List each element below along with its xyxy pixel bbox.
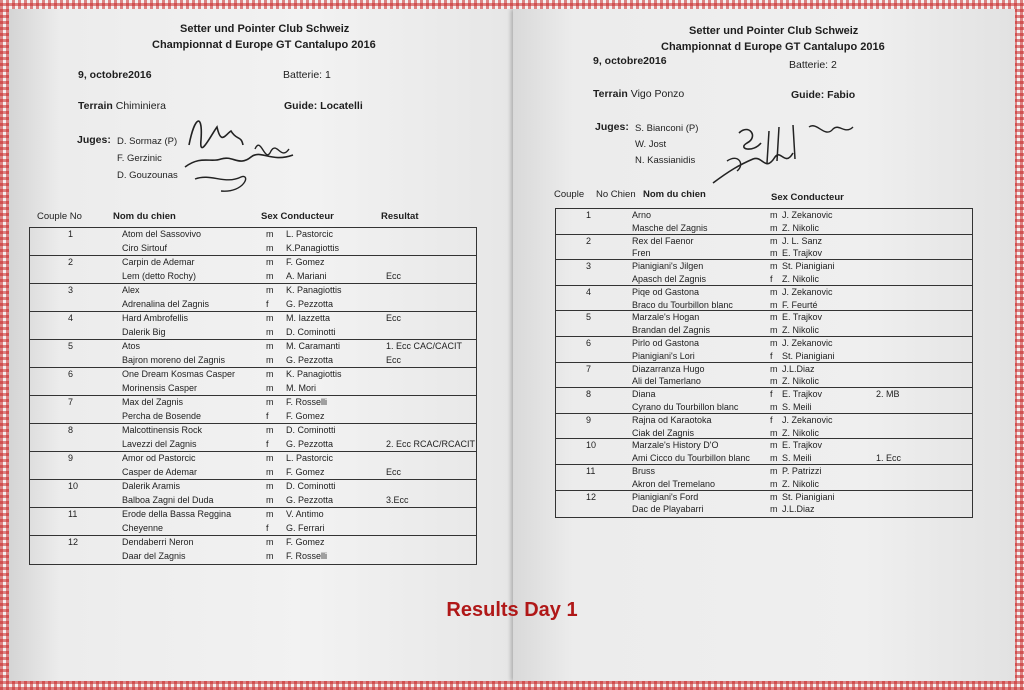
dog-handler: J.L.Diaz — [782, 363, 815, 374]
judges-label: Juges: — [595, 121, 629, 133]
guide-label: Guide: Locatelli — [284, 100, 363, 112]
dog-name: Apasch del Zagnis — [632, 274, 707, 284]
dog-name: Carpin de Ademar — [122, 257, 195, 267]
couple-number: 7 — [68, 397, 74, 407]
dog-name: Diana — [632, 389, 656, 400]
judge-1: D. Sormaz (P) — [117, 136, 178, 147]
dog-handler: Z. Nikolic — [782, 222, 820, 233]
header-name: Nom du chien — [643, 189, 706, 200]
dog-name: Piqe od Gastona — [632, 286, 700, 297]
dog-handler: Z. Nikolic — [782, 478, 820, 489]
dog-result: 1. Ecc — [876, 453, 902, 464]
dog-name: Adrenalina del Zagnis — [122, 299, 210, 309]
couple-divider — [556, 490, 972, 491]
sheet-subtitle: Championnat d Europe GT Cantalupo 2016 — [661, 41, 885, 53]
couple-number: 3 — [586, 261, 592, 272]
judges-signature — [181, 105, 301, 195]
dog-handler: F. Gomez — [286, 467, 325, 477]
dog-sex: m — [266, 425, 274, 435]
couple-divider — [30, 283, 476, 284]
dog-name: Pianigiani's Ford — [632, 491, 699, 502]
dog-sex: m — [770, 376, 778, 387]
dog-handler: F. Rosselli — [286, 397, 328, 407]
dog-handler: K. Panagiottis — [286, 369, 342, 379]
dog-sex: m — [770, 286, 778, 297]
dog-sex: m — [266, 551, 274, 561]
dog-name: Max del Zagnis — [122, 397, 184, 407]
couple-number: 4 — [586, 286, 592, 297]
dog-handler: D. Cominotti — [286, 481, 336, 491]
couple-number: 5 — [586, 312, 592, 323]
dog-result: 1. Ecc CAC/CACIT — [386, 341, 463, 351]
dog-handler: J. Zekanovic — [782, 338, 833, 348]
dog-name: Dendaberri Neron — [122, 537, 194, 547]
dog-handler: F. Gomez — [286, 537, 325, 547]
dog-handler: L. Pastorcic — [286, 453, 334, 463]
dog-handler: Z. Nikolic — [782, 325, 820, 336]
couple-number: 4 — [68, 313, 74, 323]
couple-number: 11 — [586, 466, 596, 476]
couple-divider — [30, 255, 476, 256]
dog-sex: m — [770, 453, 778, 464]
dog-sex: m — [266, 271, 274, 281]
results-caption: Results Day 1 — [446, 599, 578, 621]
dog-sex: m — [770, 299, 778, 310]
couple-number: 1 — [68, 229, 74, 239]
couple-number: 5 — [68, 341, 74, 351]
dog-sex: m — [266, 257, 274, 267]
dog-name: Ami Cicco du Tourbillon blanc — [632, 453, 750, 464]
dog-name: Alex — [122, 285, 140, 295]
dog-name: Braco du Tourbillon blanc — [632, 299, 733, 310]
dog-result: Ecc — [386, 313, 402, 323]
couple-number: 12 — [68, 537, 79, 547]
dog-sex: m — [266, 243, 274, 253]
dog-handler: St. Pianigiani — [782, 350, 835, 361]
dog-handler: Z. Nikolic — [782, 427, 820, 438]
judge-3: N. Kassianidis — [635, 155, 696, 166]
couple-divider — [30, 479, 476, 480]
header-name: Nom du chien — [113, 211, 176, 222]
dog-sex: m — [266, 313, 274, 323]
header-no-chien: No Chien — [596, 189, 636, 200]
dog-sex: f — [770, 350, 773, 361]
couple-number: 2 — [68, 257, 74, 267]
judge-3: D. Gouzounas — [117, 170, 178, 181]
dog-result: Ecc — [386, 271, 402, 281]
dog-sex: m — [770, 491, 778, 502]
couple-number: 10 — [586, 440, 597, 451]
dog-name: Lem (detto Rochy) — [122, 271, 197, 281]
dog-name: Akron del Tremelano — [632, 478, 716, 489]
dog-name: Atom del Sassovivo — [122, 229, 202, 239]
header-sex-handler: Sex Conducteur — [771, 192, 844, 203]
dog-sex: f — [266, 299, 269, 309]
terrain-line — [593, 88, 684, 100]
dog-handler: F. Gomez — [286, 257, 325, 267]
couple-number: 9 — [68, 453, 74, 463]
couple-divider — [30, 423, 476, 424]
dog-sex: f — [770, 389, 773, 400]
dog-sex: m — [266, 509, 274, 519]
couple-number: 12 — [586, 491, 597, 502]
dog-name: Morinensis Casper — [122, 383, 198, 393]
couple-divider — [556, 310, 972, 311]
couple-divider — [30, 507, 476, 508]
dog-handler: L. Pastorcic — [286, 229, 334, 239]
dog-name: Diazarranza Hugo — [632, 363, 705, 374]
dog-name: Casper de Ademar — [122, 467, 198, 477]
dog-sex: m — [770, 466, 778, 476]
dog-name: Erode della Bassa Reggina — [122, 509, 232, 519]
dog-sex: m — [770, 222, 778, 233]
dog-sex: m — [266, 355, 274, 365]
terrain-value: Vigo Ponzo — [630, 88, 685, 100]
dog-handler: G. Pezzotta — [286, 355, 334, 365]
dog-handler: St. Pianigiani — [782, 491, 835, 502]
dog-name: Bruss — [632, 466, 656, 476]
dog-result: Ecc — [386, 467, 402, 477]
dog-sex: m — [770, 235, 778, 246]
header-result: Resultat — [381, 211, 419, 222]
couple-divider — [556, 234, 972, 235]
couple-number: 2 — [586, 235, 592, 246]
dog-name: Pirlo od Gastona — [632, 338, 700, 348]
dog-name: Arno — [632, 210, 652, 220]
header-couple: Couple No — [37, 211, 82, 222]
couple-divider — [30, 451, 476, 452]
dog-handler: K. Panagiottis — [286, 285, 342, 295]
dog-name: Dalerik Aramis — [122, 481, 181, 491]
dog-handler: M. Caramanti — [286, 341, 341, 351]
dog-name: Fren — [632, 248, 651, 259]
dog-handler: E. Trajkov — [782, 440, 823, 451]
couple-divider — [556, 413, 972, 414]
dog-sex: f — [266, 411, 269, 421]
dog-name: Balboa Zagni del Duda — [122, 495, 214, 505]
dog-result: 2. MB — [876, 389, 900, 400]
dog-name: One Dream Kosmas Casper — [122, 369, 236, 379]
dog-sex: m — [266, 229, 274, 239]
dog-name: Percha de Bosende — [122, 411, 202, 421]
couple-divider — [30, 367, 476, 368]
dog-name: Masche del Zagnis — [632, 222, 708, 233]
couple-number: 10 — [68, 481, 79, 491]
dog-name: Dalerik Big — [122, 327, 166, 337]
terrain-value: Chiminiera — [115, 100, 166, 112]
dog-name: Lavezzi del Zagnis — [122, 439, 197, 449]
couple-number: 6 — [68, 369, 74, 379]
dog-result: Ecc — [386, 355, 402, 365]
results-table — [555, 208, 973, 518]
dog-handler: J.L.Diaz — [782, 504, 815, 515]
judges-signature — [709, 113, 859, 193]
dog-handler: J. Zekanovic — [782, 210, 833, 220]
dog-handler: Z. Nikolic — [782, 274, 820, 284]
result-sheet-battery-2 — [513, 9, 1015, 681]
header-sex-handler: Sex Conducteur — [261, 211, 334, 222]
dog-sex: m — [266, 383, 274, 393]
sheet-title: Setter und Pointer Club Schweiz — [689, 25, 859, 37]
dog-handler: J. Zekanovic — [782, 286, 833, 297]
dog-handler: P. Patrizzi — [782, 466, 822, 476]
dog-name: Dac de Playabarri — [632, 504, 704, 515]
sheet-date: 9, octobre2016 — [78, 69, 152, 81]
dog-sex: m — [770, 312, 778, 323]
dog-sex: m — [266, 481, 274, 491]
header-couple: Couple — [554, 189, 585, 200]
dog-name: Cyrano du Tourbillon blanc — [632, 402, 739, 412]
couple-divider — [556, 259, 972, 260]
dog-handler: D. Cominotti — [286, 327, 336, 337]
dog-handler: G. Pezzotta — [286, 439, 334, 449]
photo-frame — [9, 9, 1015, 681]
dog-handler: A. Mariani — [286, 271, 327, 281]
dog-handler: St. Pianigiani — [782, 261, 835, 272]
result-sheet-battery-1 — [9, 9, 515, 681]
dog-name: Ciro Sirtouf — [122, 243, 168, 253]
dog-name: Brandan del Zagnis — [632, 325, 711, 336]
dog-name: Malcottinensis Rock — [122, 425, 203, 435]
dog-handler: G. Ferrari — [286, 523, 325, 533]
couple-number: 8 — [586, 389, 592, 400]
battery-label: Batterie: 2 — [789, 59, 837, 71]
couple-divider — [30, 339, 476, 340]
dog-sex: m — [266, 537, 274, 547]
couple-number: 9 — [586, 414, 592, 425]
dog-result: 3.Ecc — [386, 495, 409, 505]
couple-number: 6 — [586, 338, 592, 348]
dog-handler: F. Rosselli — [286, 551, 328, 561]
dog-sex: m — [266, 341, 274, 351]
dog-handler: G. Pezzotta — [286, 495, 334, 505]
dog-handler: E. Trajkov — [782, 248, 823, 259]
dog-sex: m — [770, 325, 778, 336]
couple-divider — [556, 285, 972, 286]
dog-handler: E. Trajkov — [782, 312, 823, 323]
dog-name: Atos — [122, 341, 141, 351]
dog-sex: m — [266, 453, 274, 463]
couple-number: 3 — [68, 285, 74, 295]
guide-label: Guide: Fabio — [791, 89, 856, 101]
dog-sex: m — [770, 402, 778, 412]
dog-sex: m — [266, 495, 274, 505]
dog-name: Pianigiani's Jilgen — [632, 261, 704, 272]
sheet-title: Setter und Pointer Club Schweiz — [180, 23, 350, 35]
dog-name: Ciak del Zagnis — [632, 427, 695, 438]
dog-name: Pianigiani's Lori — [632, 350, 695, 361]
dog-sex: f — [266, 523, 269, 533]
couple-number: 1 — [586, 210, 592, 220]
judge-2: F. Gerzinic — [117, 153, 162, 164]
dog-handler: M. Iazzetta — [286, 313, 331, 323]
dog-handler: J. L. Sanz — [782, 235, 823, 246]
dog-sex: m — [266, 327, 274, 337]
dog-sex: f — [770, 414, 773, 425]
couple-number: 7 — [586, 363, 592, 374]
dog-name: Hard Ambrofellis — [122, 313, 189, 323]
dog-sex: m — [266, 467, 274, 477]
dog-handler: M. Mori — [286, 383, 316, 393]
dog-sex: m — [770, 261, 778, 272]
dog-sex: m — [770, 363, 778, 374]
dog-name: Rajna od Karaotoka — [632, 414, 712, 425]
dog-name: Amor od Pastorcic — [122, 453, 196, 463]
dog-sex: m — [266, 369, 274, 379]
dog-handler: V. Antimo — [286, 509, 324, 519]
dog-name: Bajron moreno del Zagnis — [122, 355, 226, 365]
dog-handler: J. Zekanovic — [782, 414, 833, 425]
dog-sex: m — [770, 440, 778, 451]
dog-handler: S. Meili — [782, 402, 812, 412]
dog-handler: E. Trajkov — [782, 389, 823, 400]
dog-handler: K.Panagiottis — [286, 243, 340, 253]
dog-sex: m — [266, 285, 274, 295]
dog-sex: m — [770, 427, 778, 438]
couple-number: 11 — [68, 509, 78, 519]
dog-handler: D. Cominotti — [286, 425, 336, 435]
couple-divider — [30, 311, 476, 312]
dog-name: Marzale's Hogan — [632, 312, 700, 323]
terrain-line — [78, 100, 166, 112]
dog-name: Rex del Faenor — [632, 235, 694, 246]
dog-handler: Z. Nikolic — [782, 376, 820, 387]
couple-number: 8 — [68, 425, 74, 435]
results-table — [29, 227, 477, 565]
terrain-label: Terrain — [593, 88, 628, 100]
judge-2: W. Jost — [635, 139, 667, 150]
battery-label: Batterie: 1 — [283, 69, 331, 81]
dog-sex: f — [770, 274, 773, 284]
dog-handler: G. Pezzotta — [286, 299, 334, 309]
dog-sex: m — [770, 248, 778, 259]
dog-handler: F. Gomez — [286, 411, 325, 421]
couple-divider — [30, 535, 476, 536]
dog-sex: m — [770, 338, 778, 348]
sheet-date: 9, octobre2016 — [593, 55, 667, 67]
dog-sex: m — [770, 504, 778, 515]
dog-sex: m — [266, 397, 274, 407]
couple-divider — [556, 438, 972, 439]
judge-1: S. Bianconi (P) — [635, 123, 699, 134]
dog-handler: S. Meili — [782, 453, 812, 464]
couple-divider — [556, 387, 972, 388]
sheet-subtitle: Championnat d Europe GT Cantalupo 2016 — [152, 39, 376, 51]
dog-sex: m — [770, 478, 778, 489]
couple-divider — [30, 395, 476, 396]
dog-name: Daar del Zagnis — [122, 551, 186, 561]
dog-name: Ali del Tamerlano — [632, 376, 701, 387]
judges-label: Juges: — [77, 134, 111, 146]
dog-sex: m — [770, 210, 778, 220]
couple-divider — [556, 464, 972, 465]
dog-sex: f — [266, 439, 269, 449]
dog-name: Cheyenne — [122, 523, 164, 533]
couple-divider — [556, 362, 972, 363]
dog-result: 2. Ecc RCAC/RCACIT — [386, 439, 476, 449]
dog-handler: F. Feurté — [782, 299, 818, 310]
terrain-label: Terrain — [78, 100, 113, 112]
couple-divider — [556, 336, 972, 337]
dog-name: Marzale's History D'O — [632, 440, 719, 451]
